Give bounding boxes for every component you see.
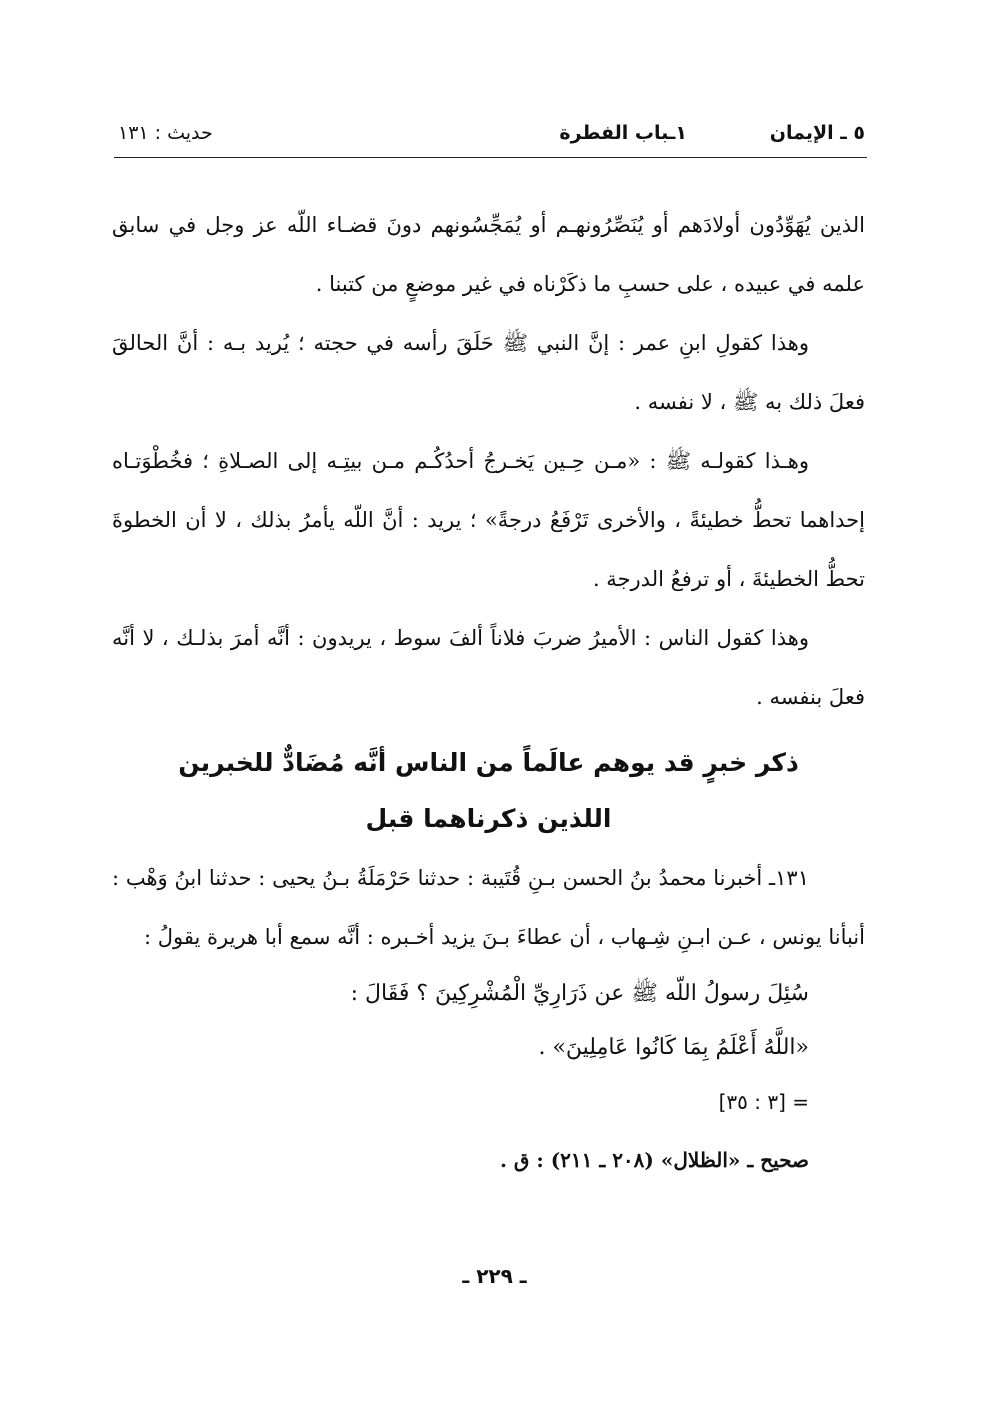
section-title: ١ـباب الفطرة	[559, 122, 687, 144]
page-number: ـ ٢٢٩ ـ	[462, 1264, 527, 1288]
paragraph-steps-to-prayer: وهـذا كقولـه ﷺ : «مـن حِـين يَخـرجُ أحدُكُـم مـن بيتِـه إلى الصـلاةِ ؛ فخُطْوَتـاه إحداهما تحطُّ خطيئةً ، والأخرى تَرْفَعُ درجةً» ؛ يريد : أنَّ اللّه يأمرُ بذلك ، لا أن الخطوةَ تحطُّ الخطيئةَ ، أو ترفعُ الدرجة .	[112, 449, 865, 591]
running-header	[118, 122, 865, 152]
hadith-line-question: سُئِلَ رسولُ اللّه ﷺ عن ذَرَارِيِّ الْمُشْرِكِينَ ؟ فَقَالَ :	[350, 981, 809, 1006]
section-heading: ذكر خبرٍ قد يوهم عالَماً من الناس أنَّه مُضَادٌّ للخبرين اللذين ذكرناهما قبل	[178, 748, 799, 833]
hadith-grading: صحيح ـ «الظلال» (٢٠٨ ـ ٢١١) : ق .	[499, 1148, 809, 1172]
hadith-number-ref: حديث : ١٣١	[118, 122, 213, 144]
hadith-cross-reference: = [٣ : ٣٥]	[718, 1090, 809, 1114]
paragraph-people-saying: وهذا كقول الناس : الأميرُ ضربَ فلاناً ألفَ سوط ، يريدون : أنَّه أمرَ بذلـك ، لا أنَّه فعلَ بنفسه .	[112, 626, 865, 709]
header-divider	[114, 157, 867, 158]
hadith-text-block	[112, 967, 809, 1187]
hadith-line-answer: «اللَّهُ أَعْلَمُ بِمَا كَانُوا عَامِلِينَ» .	[538, 1035, 809, 1060]
paragraph-continuation: الذين يُهَوِّدُون أولادَهم أو يُنَصِّرُونهـم أو يُمَجِّسُونهم دونَ قضـاء اللّه عز وجل في سابق علمه في عبيده ، على حسبِ ما ذكَرْناه في غير موضعٍ من كتبنا .	[112, 213, 865, 296]
chapter-title: ٥ ـ الإيمان	[769, 122, 865, 144]
isnad-paragraph: ١٣١ـ أخبرنا محمدُ بنُ الحسن بـنِ قُتَيبة : حدثنا حَرْمَلَةُ بـنُ يحيى : حدثنا ابنُ وَهْب : أنبأنا يونس ، عـن ابـنِ شِـهاب ، أن عطاءَ بـنَ يزيد أخـبره : أنَّه سمع أبا هريرة يقولُ :	[112, 866, 865, 949]
paragraph-ibn-umar: وهذا كقولِ ابنِ عمر : إنَّ النبي ﷺ حَلَقَ رأسه في حجته ؛ يُريد بـه : أنَّ الحالقَ فعلَ ذلك به ﷺ ، لا نفسه .	[112, 331, 865, 414]
page-body	[112, 196, 865, 1187]
